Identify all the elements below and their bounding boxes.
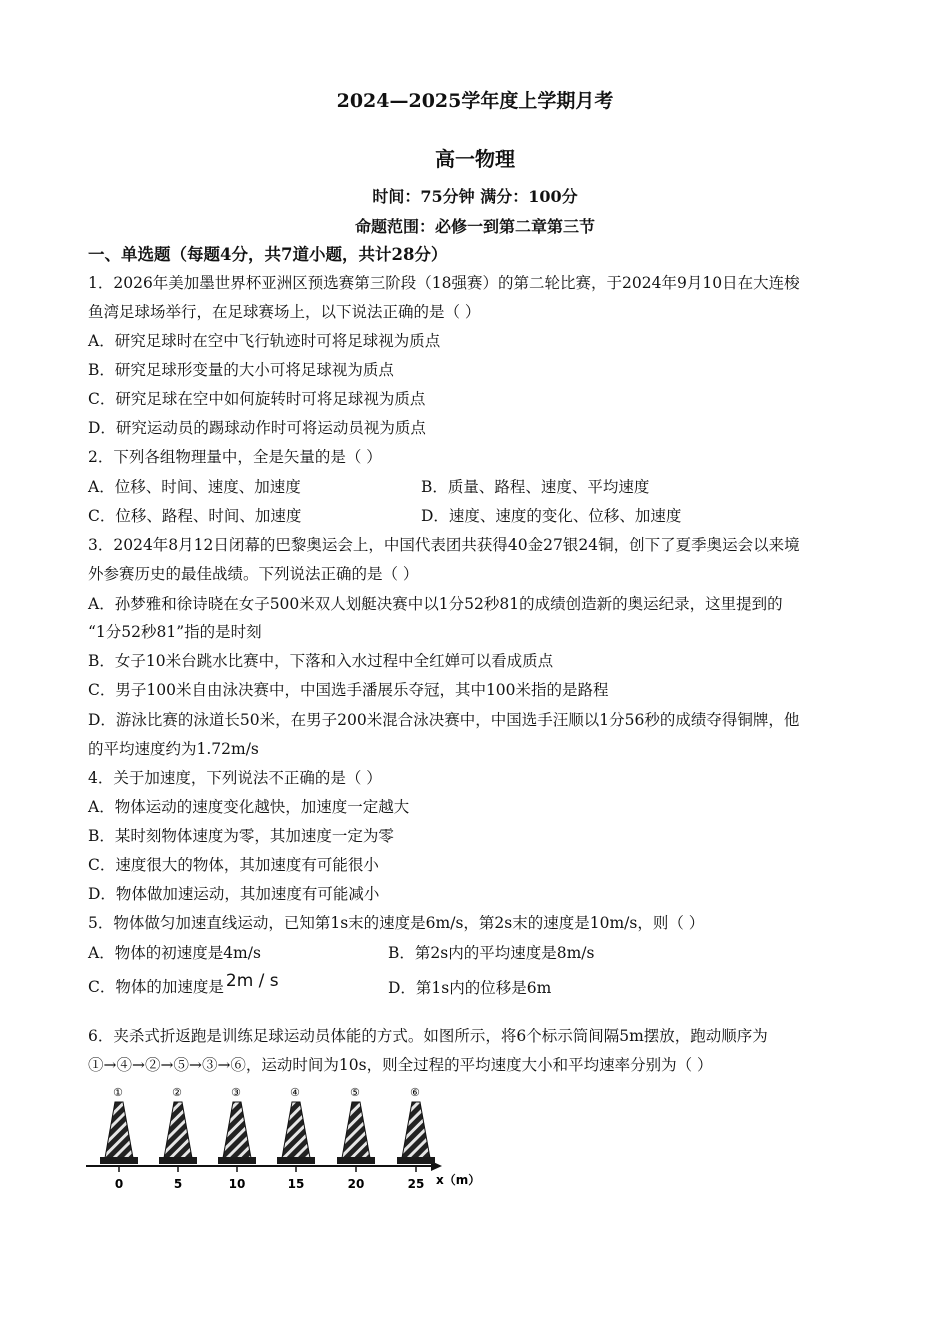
q5-option-d: D．第1s内的位移是6m xyxy=(388,979,552,997)
section-heading: 一、单选题（每题4分，共7道小题，共计28分） xyxy=(88,245,448,264)
q5-stem: 5．物体做匀加速直线运动，已知第1s末的速度是6m/s，第2s末的速度是10m/s，则（ ） xyxy=(88,914,705,932)
cones-figure xyxy=(86,1082,486,1200)
cone-icon xyxy=(342,1102,370,1158)
q4-option-d: D．物体做加速运动，其加速度有可能减小 xyxy=(88,885,380,903)
q4-option-b: B．某时刻物体速度为零，其加速度一定为零 xyxy=(88,827,394,845)
cone-icon xyxy=(105,1102,133,1158)
cone-base xyxy=(100,1157,138,1164)
q2-stem: 2．下列各组物理量中，全是矢量的是（ ） xyxy=(88,448,382,466)
cone-icon xyxy=(164,1102,192,1158)
cone-number: ⑥ xyxy=(410,1086,420,1099)
q5-option-a: A．物体的初速度是4m/s xyxy=(88,944,261,962)
q6-stem-line2: ①→④→②→⑤→③→⑥，运动时间为10s，则全过程的平均速度大小和平均速率分别为（ ） xyxy=(88,1056,713,1074)
q3-option-d-line2: 的平均速度约为1.72m/s xyxy=(88,740,259,758)
q3-option-c: C．男子100米自由泳决赛中，中国选手潘展乐夺冠，其中100米指的是路程 xyxy=(88,681,609,699)
cone-number: ② xyxy=(172,1086,182,1099)
q5-option-c-unit: 2m / s xyxy=(225,971,279,991)
q1-option-a: A．研究足球时在空中飞行轨迹时可将足球视为质点 xyxy=(88,332,441,350)
scope-info: 命题范围：必修一到第二章第三节 xyxy=(354,217,595,236)
cone-base xyxy=(337,1157,375,1164)
cone-number: ① xyxy=(113,1086,123,1099)
cone-icon xyxy=(402,1102,430,1158)
q3-option-a-line2: “1分52秒81”指的是时刻 xyxy=(88,623,262,641)
cone-number: ④ xyxy=(290,1086,300,1099)
q5-option-c xyxy=(88,971,279,997)
cone-number: ③ xyxy=(231,1086,241,1099)
cone-base xyxy=(159,1157,197,1164)
q3-stem-line1: 3．2024年8月12日闭幕的巴黎奥运会上，中国代表团共获得40金27银24铜，创下了夏季奥运会以来境 xyxy=(88,536,800,554)
cone-icon xyxy=(223,1102,251,1158)
q2-option-c: C．位移、路程、时间、加速度 xyxy=(88,507,302,525)
cones-diagram xyxy=(86,1082,486,1200)
q5-option-c-text: C．物体的加速度是 xyxy=(88,978,224,996)
q1-option-d: D．研究运动员的踢球动作时可将运动员视为质点 xyxy=(88,419,426,437)
q2-option-d: D．速度、速度的变化、位移、加速度 xyxy=(421,507,682,525)
tick-label: 20 xyxy=(347,1177,365,1191)
q3-option-d-line1: D．游泳比赛的泳道长50米，在男子200米混合泳决赛中，中国选手汪顺以1分56秒的成绩夺得铜牌，他 xyxy=(88,711,800,729)
exam-title: 2024—2025学年度上学期月考 xyxy=(336,90,614,112)
q5-option-b: B．第2s内的平均速度是8m/s xyxy=(388,944,595,962)
time-info: 时间：75分钟 满分：100分 xyxy=(372,187,578,206)
cone-base xyxy=(218,1157,256,1164)
q4-option-a: A．物体运动的速度变化越快，加速度一定越大 xyxy=(88,798,410,816)
q3-option-b: B．女子10米台跳水比赛中，下落和入水过程中全红婵可以看成质点 xyxy=(88,652,554,670)
q1-option-b: B．研究足球形变量的大小可将足球视为质点 xyxy=(88,361,394,379)
tick-label: 0 xyxy=(114,1177,124,1191)
q2-option-a: A．位移、时间、速度、加速度 xyxy=(88,478,301,496)
q1-stem-line2: 鱼湾足球场举行，在足球赛场上，以下说法正确的是（ ） xyxy=(88,303,481,321)
tick-label: 15 xyxy=(287,1177,305,1191)
cone-base xyxy=(277,1157,315,1164)
cone-number: ⑤ xyxy=(350,1086,360,1099)
q6-stem-line1: 6．夹杀式折返跑是训练足球运动员体能的方式。如图所示，将6个标示筒间隔5m摆放，跑动顺序为 xyxy=(88,1027,768,1045)
cone-icon xyxy=(282,1102,310,1158)
q3-option-a-line1: A．孙梦雅和徐诗晓在女子500米双人划艇决赛中以1分52秒81的成绩创造新的奥运纪录，这里提到的 xyxy=(88,595,783,613)
q1-option-c: C．研究足球在空中如何旋转时可将足球视为质点 xyxy=(88,390,426,408)
q4-option-c: C．速度很大的物体，其加速度有可能很小 xyxy=(88,856,379,874)
tick-label: 10 xyxy=(228,1177,246,1191)
q3-stem-line2: 外参赛历史的最佳战绩。下列说法正确的是（ ） xyxy=(88,565,419,583)
subject-title: 高一物理 xyxy=(435,147,515,171)
tick-label: 5 xyxy=(173,1177,183,1191)
q4-stem: 4．关于加速度，下列说法不正确的是（ ） xyxy=(88,769,382,787)
q2-option-b: B．质量、路程、速度、平均速度 xyxy=(421,478,650,496)
tick-label: 25 xyxy=(407,1177,425,1191)
x-axis-label: x（m） xyxy=(436,1173,481,1187)
cone-base xyxy=(397,1157,435,1164)
q1-stem-line1: 1．2026年美加墨世界杯亚洲区预选赛第三阶段（18强赛）的第二轮比赛，于2024年9月10日在大连梭 xyxy=(88,274,800,292)
